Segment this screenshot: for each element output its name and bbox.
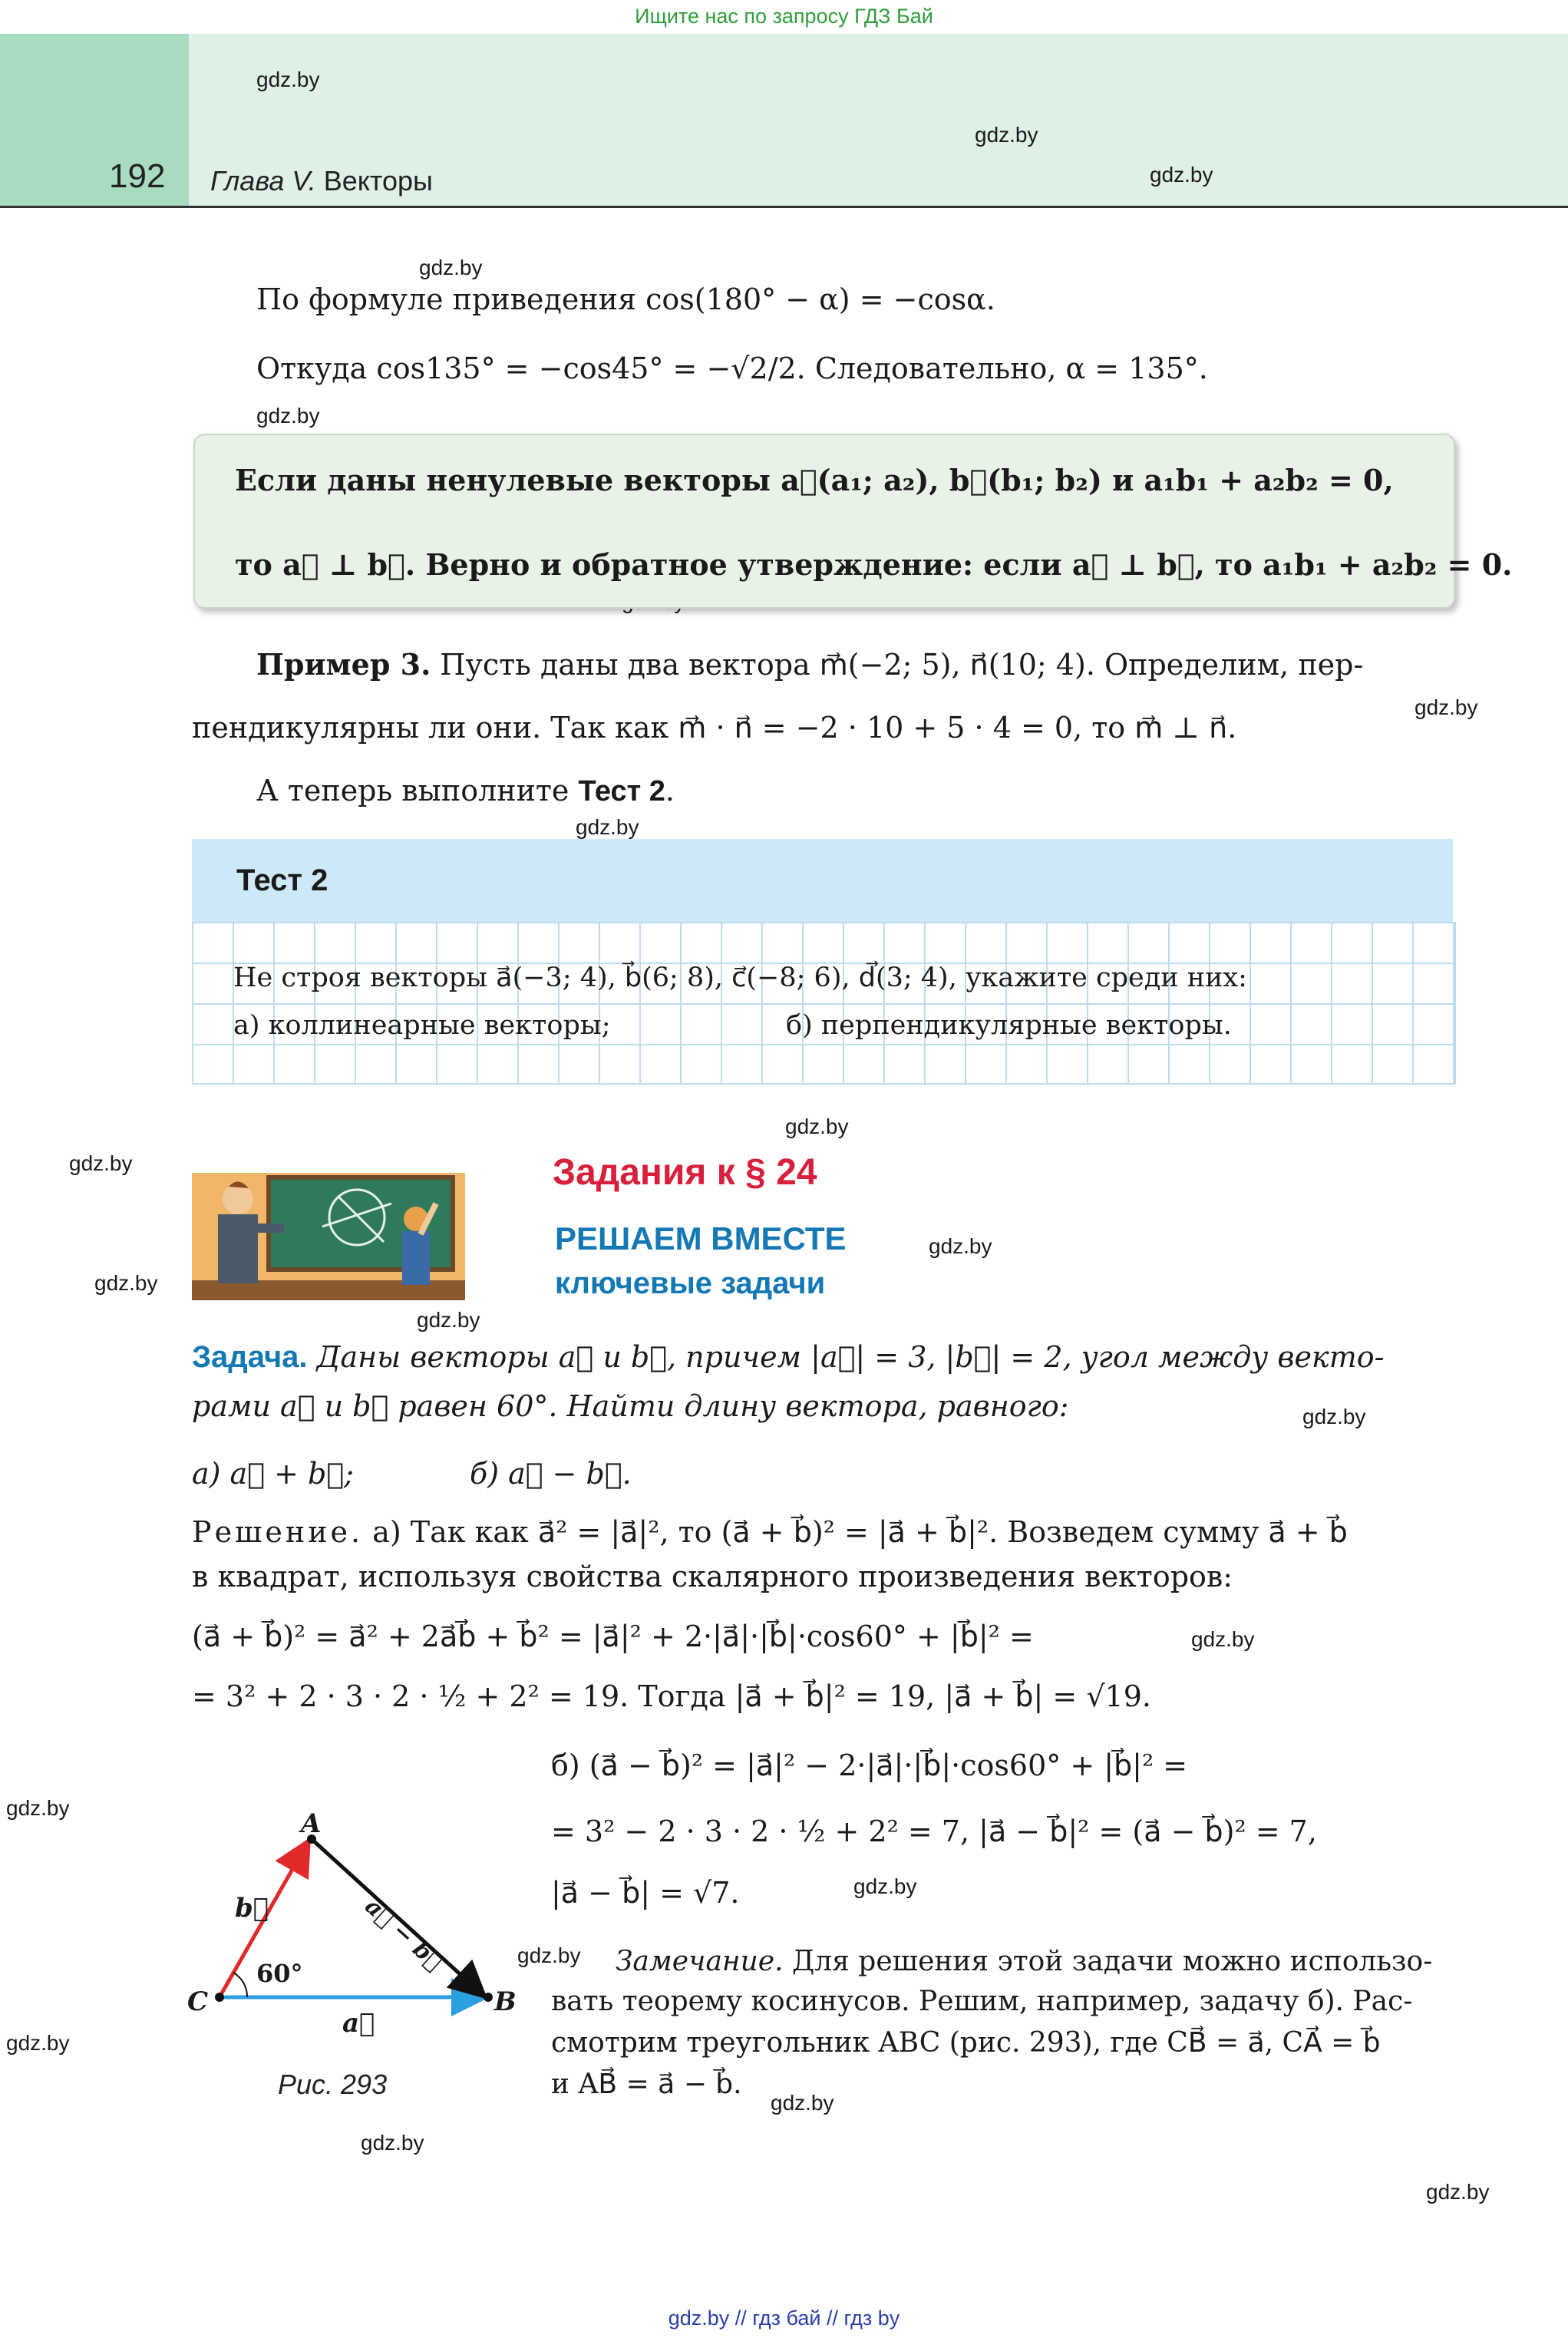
watermark: gdz.by [929,1234,992,1258]
example-label: Пример 3. [256,647,431,682]
chapter-name: Векторы [323,165,433,196]
solution-line: |a⃗ − b⃗| = √7. [551,1876,740,1910]
remark-line: и AB⃗ = a⃗ − b⃗. [551,2069,742,2100]
watermark: gdz.by [576,815,639,839]
section-title: Задания к § 24 [553,1152,817,1193]
footer: gdz.by // гдз бай // гдз by [668,2307,900,2330]
test-header [192,839,1453,922]
watermark: gdz.by [975,123,1038,147]
intro-line: Откуда cos135° = −cos45° = −√2/2. Следовательно, α = 135°. [256,352,1208,385]
task-text: Даны векторы a⃗ и b⃗, причем |a⃗| = 3, |b⃗| = 2, угол между векто- [307,1340,1385,1374]
watermark: gdz.by [419,256,483,279]
section-subtitle-secondary: ключевые задачи [555,1266,826,1300]
vector-a-label: a⃗ [342,2008,375,2039]
theorem-line: то a⃗ ⊥ b⃗. Верно и обратное утверждение: если a⃗ ⊥ b⃗, то a₁b₁ + a₂b₂ = 0. [235,547,1513,582]
watermark: gdz.by [771,2091,834,2115]
classroom-illustration [192,1173,465,1300]
solution-label: Решение. [192,1515,364,1549]
watermark: gdz.by [256,404,320,428]
test-prompt-link: Тест 2 [578,775,665,807]
intro-line: По формуле приведения cos(180° − α) = −cosα. [256,282,995,316]
remark-text: Для решения этой задачи можно использо- [783,1946,1433,1977]
solution-text: а) Так как a⃗² = |a⃗|², то (a⃗ + b⃗)² = |a⃗ + b⃗|². Возведем сумму a⃗ + b⃗ [363,1515,1348,1549]
remark-line: вать теорему косинусов. Решим, например, задачу б). Рас- [551,1986,1413,2017]
section-subtitle: РЕШАЕМ ВМЕСТЕ [555,1220,847,1257]
task-line [192,1339,1384,1375]
test-prompt-end: . [665,774,675,807]
example-line: пендикулярны ли они. Так как m⃗ · n⃗ = −2 · 10 + 5 · 4 = 0, то m⃗ ⊥ n⃗. [192,711,1237,745]
task-label: Задача. [192,1340,308,1374]
watermark: gdz.by [6,2031,70,2055]
test-grid [192,922,1456,1085]
point-a-label: A [301,1808,322,1839]
point-b-label: B [494,1986,517,2017]
solution-line: б) (a⃗ − b⃗)² = |a⃗|² − 2·|a⃗|·|b⃗|·cos60° + |b⃗|² = [551,1749,1188,1782]
chapter-title [210,165,433,197]
page-number: 192 [109,157,166,195]
test-prompt-text: А теперь выполните [256,774,579,807]
remark-line: смотрим треугольник ABC (рис. 293), где CB⃗ = a⃗, CA⃗ = b⃗ [551,2027,1381,2059]
watermark: gdz.by [517,1943,581,1967]
test-option-a: а) коллинеарные векторы; [233,1010,611,1041]
watermark: gdz.by [1191,1627,1255,1651]
watermark: gdz.by [785,1115,849,1138]
angle-label: 60° [256,1959,303,1988]
watermark: gdz.by [6,1796,70,1820]
test-title: Тест 2 [236,864,328,897]
chapter-prefix: Глава V. [210,165,316,196]
watermark: gdz.by [853,1874,917,1898]
point-c-label: C [187,1986,209,2017]
watermark: gdz.by [361,2131,424,2155]
solution-line [192,1514,1348,1550]
figure-caption: Рис. 293 [278,2069,388,2100]
test-question: Не строя векторы a⃗(−3; 4), b⃗(6; 8), c⃗(−8; 6), d⃗(3; 4), укажите среди них: [233,963,1247,993]
remark-label: Замечание. [616,1946,784,1977]
example-text: Пусть даны два вектора m⃗(−2; 5), n⃗(10; 4). Определим, пер- [431,648,1364,682]
watermark: gdz.by [1150,163,1213,187]
solution-line: = 3² − 2 · 3 · 2 · ½ + 2² = 7, |a⃗ − b⃗|² = (a⃗ − b⃗)² = 7, [551,1815,1317,1848]
task-line: рами a⃗ и b⃗ равен 60°. Найти длину вектора, равного: [192,1389,1069,1423]
test-option-b: б) перпендикулярные векторы. [786,1010,1232,1041]
vector-ab-label: a⃗ − b⃗ [359,1893,448,1976]
remark-line [616,1943,1432,1980]
header-divider [0,206,1568,208]
task-part-b: б) a⃗ − b⃗. [470,1457,632,1491]
solution-line: = 3² + 2 · 3 · 2 · ½ + 2² = 19. Тогда |a⃗ + b⃗|² = 19, |a⃗ + b⃗| = √19. [192,1679,1151,1713]
solution-line: в квадрат, используя свойства скалярного произведения векторов: [192,1560,1233,1593]
watermark: gdz.by [417,1308,480,1332]
test-prompt [256,772,675,810]
vector-b-label: b⃗ [235,1893,269,1924]
watermark: gdz.by [94,1271,158,1295]
watermark: gdz.by [256,68,320,91]
theorem-line: Если даны ненулевые векторы a⃗(a₁; a₂), b⃗(b₁; b₂) и a₁b₁ + a₂b₂ = 0, [235,463,1394,497]
watermark: gdz.by [1426,2180,1490,2204]
watermark: gdz.by [69,1151,133,1175]
task-part-a: а) a⃗ + b⃗; [192,1457,354,1491]
example-line [256,646,1363,683]
watermark: gdz.by [1415,695,1478,719]
solution-line: (a⃗ + b⃗)² = a⃗² + 2a⃗b⃗ + b⃗² = |a⃗|² + 2·|a⃗|·|b⃗|·cos60° + |b⃗|² = [192,1620,1034,1653]
top-banner: Ищите нас по запросу ГДЗ Бай [635,5,933,28]
watermark: gdz.by [1302,1405,1366,1428]
